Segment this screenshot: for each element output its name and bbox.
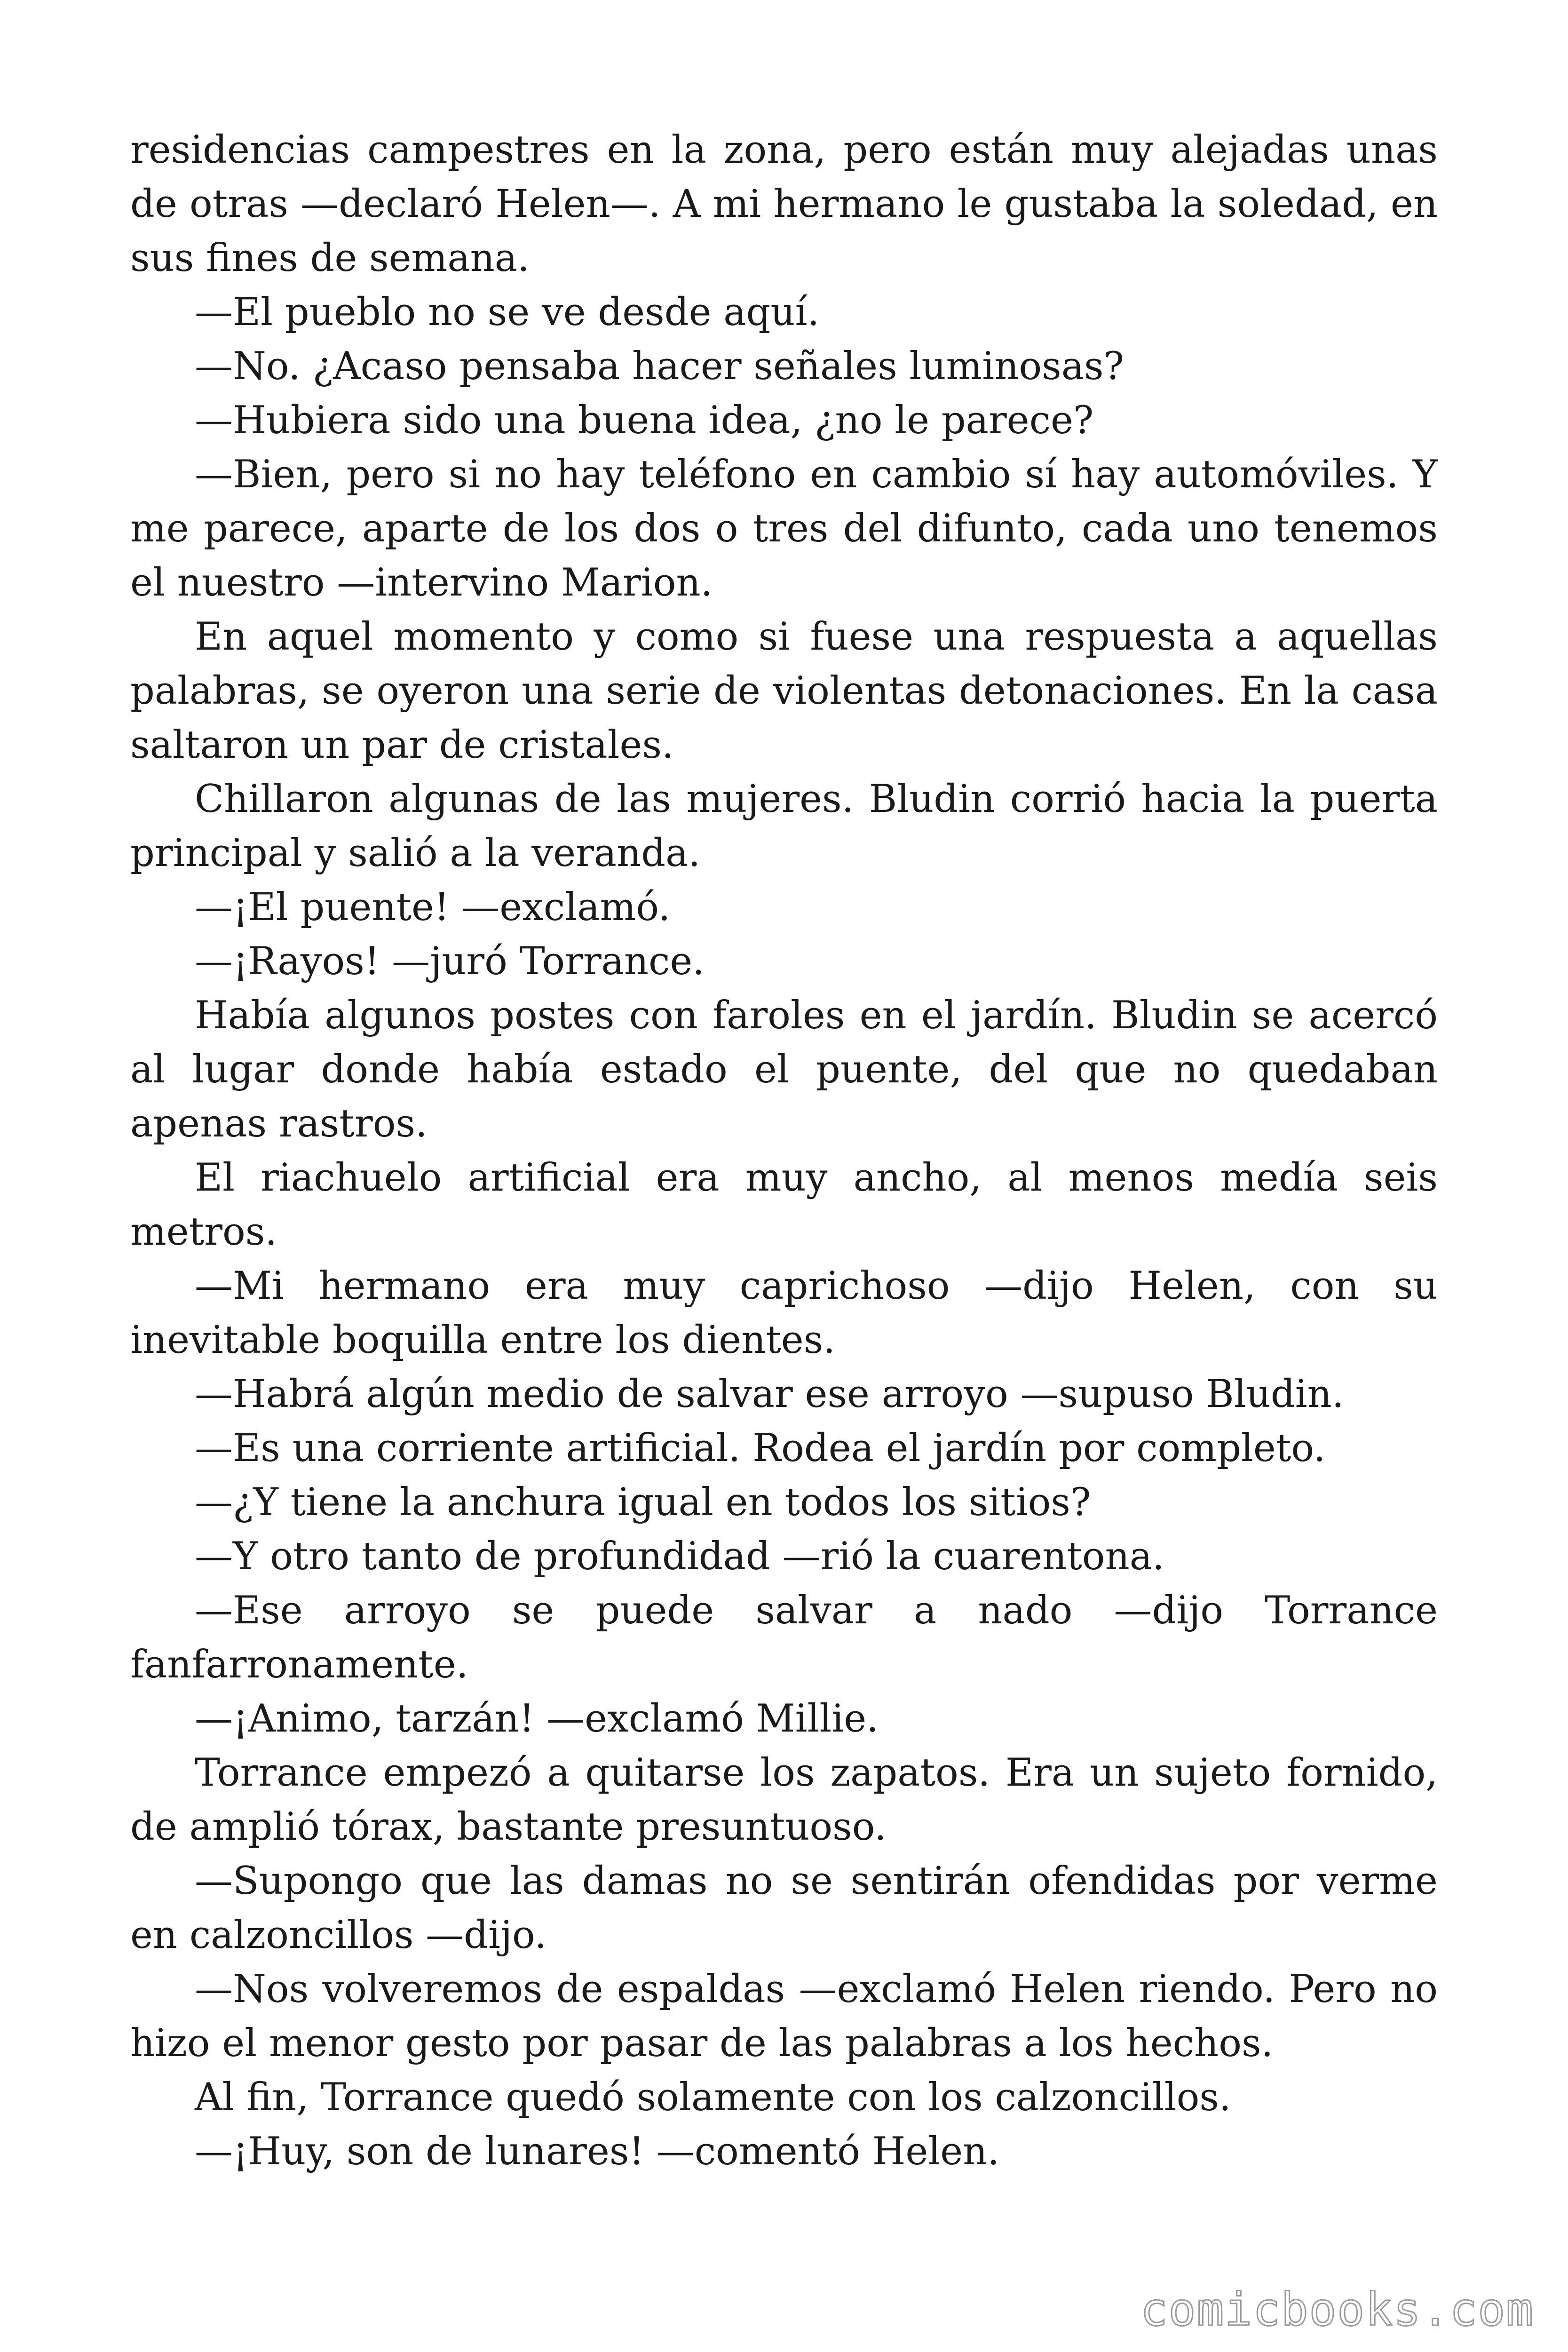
paragraph: —Ese arroyo se puede salvar a nado —dijo Torrance fanfarronamente. xyxy=(130,1589,1438,1687)
text-body xyxy=(130,123,1438,2179)
paragraph: —Habrá algún medio de salvar ese arroyo —supuso Bludin. xyxy=(195,1372,1344,1416)
paragraph: —Supongo que las damas no se sentirán ofendidas por verme en calzoncillos —dijo. xyxy=(130,1859,1438,1957)
paragraph: —Mi hermano era muy caprichoso —dijo Helen, con su inevitable boquilla entre los dientes. xyxy=(130,1264,1438,1362)
paragraph: Al fin, Torrance quedó solamente con los calzoncillos. xyxy=(195,2075,1231,2120)
paragraph: —Es una corriente artificial. Rodea el jardín por completo. xyxy=(195,1426,1326,1470)
paragraph: —¡Rayos! —juró Torrance. xyxy=(195,939,705,984)
paragraph: El riachuelo artificial era muy ancho, al menos medía seis metros. xyxy=(130,1156,1438,1254)
paragraph: Había algunos postes con faroles en el jardín. Bludin se acercó al lugar donde había estado el puente, del que no quedaban apenas rastros. xyxy=(130,993,1438,1146)
paragraph: En aquel momento y como si fuese una respuesta a aquellas palabras, se oyeron una serie de violentas detonaciones. En la casa saltaron un par de cristales. xyxy=(130,615,1438,767)
paragraph: residencias campestres en la zona, pero están muy alejadas unas de otras —declaró Helen—. A mi hermano le gustaba la soledad, en sus fines de semana. xyxy=(130,128,1438,280)
paragraph: —Y otro tanto de profundidad —rió la cuarentona. xyxy=(195,1534,1164,1579)
paragraph: —Nos volveremos de espaldas —exclamó Helen riendo. Pero no hizo el menor gesto por pasar de las palabras a los hechos. xyxy=(130,1967,1438,2066)
watermark: comicbooks.com xyxy=(1140,2283,1534,2336)
paragraph: —Hubiera sido una buena idea, ¿no le parece? xyxy=(195,398,1094,443)
paragraph: —¡Animo, tarzán! —exclamó Millie. xyxy=(195,1697,879,1741)
paragraph: —Bien, pero si no hay teléfono en cambio sí hay automóviles. Y me parece, aparte de los dos o tres del difunto, cada uno tenemos el nuestro —intervino Marion. xyxy=(130,453,1438,605)
paragraph: —El pueblo no se ve desde aquí. xyxy=(195,290,820,334)
paragraph: —¡El puente! —exclamó. xyxy=(195,885,671,930)
paragraph: Torrance empezó a quitarse los zapatos. Era un sujeto fornido, de amplió tórax, bastante presuntuoso. xyxy=(130,1751,1438,1849)
paragraph: Chillaron algunas de las mujeres. Bludin corrió hacia la puerta principal y salió a la veranda. xyxy=(130,777,1438,875)
paragraph: —No. ¿Acaso pensaba hacer señales luminosas? xyxy=(195,344,1124,389)
paragraph: —¿Y tiene la anchura igual en todos los sitios? xyxy=(195,1480,1091,1525)
paragraph: —¡Huy, son de lunares! —comentó Helen. xyxy=(195,2130,1000,2174)
